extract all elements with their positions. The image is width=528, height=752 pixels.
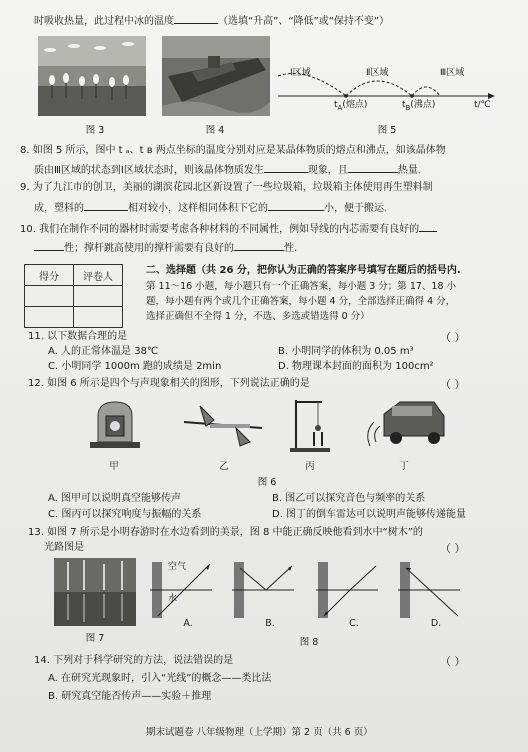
- fig8-option-D-diagram[interactable]: [398, 556, 462, 626]
- grader-cell-2[interactable]: [74, 307, 123, 328]
- q7-tail-text: 时吸收热量，此过程中冰的温度 （选填“升高”、“降低”或“保持不变”）: [34, 13, 389, 29]
- fig5-region3: Ⅲ区域: [440, 68, 465, 78]
- score-cell[interactable]: [25, 286, 74, 307]
- page-footer: 期末试题卷 八年级物理（上学期）第 2 页（共 6 页）: [146, 727, 373, 738]
- fig8-option-D-label: D.: [430, 618, 442, 629]
- grader-cell[interactable]: [74, 286, 123, 307]
- fig7-waterside-photo: [54, 558, 136, 626]
- fig8-option-C-diagram[interactable]: [316, 556, 380, 626]
- q10-line2: 性；撑杆跳高使用的撑杆需要有良好的 性.: [34, 240, 297, 256]
- fig4-ship-photo: [162, 36, 270, 116]
- q7-blank[interactable]: [174, 13, 218, 24]
- section2-line2: 第 11～16 小题，每小题只有一个正确答案，每小题 3 分；第 17、18 小: [146, 281, 457, 292]
- q11-option-D[interactable]: D. 物理课本封面的面积为 100cm²: [278, 361, 434, 372]
- fig7-caption: 图 7: [85, 633, 105, 644]
- fig6-label-yi: 乙: [219, 461, 229, 472]
- q13-line2: 光路图是: [44, 542, 84, 553]
- fig6-label-jia: 甲: [109, 461, 119, 472]
- q12-option-B[interactable]: B. 图乙可以探究音色与频率的关系: [272, 493, 426, 504]
- fig4-caption: 图 4: [205, 125, 225, 136]
- grader-header: 评卷人: [74, 265, 123, 286]
- q10-blank2[interactable]: [234, 240, 284, 251]
- fig5-arc0: [278, 74, 346, 97]
- fig8-option-B-diagram[interactable]: [232, 556, 296, 626]
- q11-option-A[interactable]: A. 人的正常体温是 38℃: [48, 346, 159, 357]
- section2-line3: 题，每小题有两个或几个正确答案，每小题 4 分，全部选择正确得 4 分，: [146, 296, 456, 307]
- section2-line4: 选择正确但不全得 1 分，不选、多选或错选得 0 分）: [146, 311, 370, 322]
- fig5-tA-label: $t_A$(熔点): [334, 100, 368, 112]
- score-header: 得分: [25, 265, 74, 286]
- fig5-caption: 图 5: [377, 125, 397, 136]
- fig8-air-label: 空气: [168, 562, 187, 572]
- fig5-tB-label: $t_B$(沸点): [402, 100, 436, 112]
- q9-blank1[interactable]: [84, 200, 128, 211]
- q10-line1: 10. 我们在制作不同的器材时需要考虑各种材料的不同属性，例如导线的内芯需要有良好的: [20, 221, 437, 237]
- section2-line1: 二、选择题（共 26 分，把你认为正确的答案序号填写在题后的括号内.: [146, 265, 461, 276]
- q10-blank1b[interactable]: [34, 240, 64, 251]
- fig6-label-bing: 丙: [305, 461, 315, 472]
- fig5-region1: Ⅰ区域: [290, 68, 311, 78]
- q14-option-A[interactable]: A. 在研究光现象时，引入“光线”的概念——类比法: [48, 673, 272, 684]
- fig8-option-B-label: B.: [265, 618, 275, 629]
- q13-answer-paren[interactable]: （ ）: [440, 542, 466, 555]
- q14-answer-paren[interactable]: （ ）: [440, 655, 466, 668]
- q8-line1: 8. 如图 5 所示，图中 t ₐ、t ʙ 两点坐标的温度分别对应是某晶体物质的熔点和沸点，如该晶体物: [20, 145, 446, 156]
- fig8-water-label: 水: [168, 594, 178, 604]
- q12-stem: 12. 如图 6 所示是四个与声现象相关的图形，下列说法正确的是: [28, 378, 310, 389]
- q11-option-B[interactable]: B. 小明同学的体积为 0.05 m³: [278, 346, 414, 357]
- score-table: [24, 264, 123, 328]
- fig5-axis-unit: t/℃: [474, 100, 491, 110]
- fig6-ding-car-radar: [364, 396, 448, 454]
- q11-option-C[interactable]: C. 小明同学 1000m 跑的成绩是 2min: [48, 361, 222, 372]
- score-cell-2[interactable]: [25, 307, 74, 328]
- q8-blank2[interactable]: [348, 162, 398, 173]
- q9-blank2[interactable]: [268, 200, 324, 211]
- fig8-option-A-label: A.: [183, 618, 193, 629]
- q12-answer-paren[interactable]: （ ）: [440, 378, 466, 391]
- q11-answer-paren[interactable]: （ ）: [440, 331, 466, 344]
- fig3-caption: 图 3: [85, 125, 105, 136]
- q9-line1: 9. 为了九江市的创卫，美丽的湖滨花园北区新设置了一些垃圾箱，垃圾箱主体使用再生塑料制: [20, 182, 433, 193]
- fig6-jia-bell-jar: [86, 396, 144, 452]
- fig5-arc1: [346, 81, 412, 96]
- q8-line2: 质由Ⅲ区域的状态到Ⅰ区域状态时，则该晶体物质发生 现象，且 热量.: [34, 162, 421, 178]
- q10-blank1[interactable]: [419, 221, 437, 232]
- fig3-cranes-photo: [38, 36, 146, 116]
- q8-blank1[interactable]: [264, 162, 308, 173]
- q12-option-D[interactable]: D. 图丁的倒车雷达可以说明声能够传递能量: [272, 509, 467, 520]
- fig6-caption: 图 6: [257, 477, 277, 488]
- fig8-option-C-label: C.: [349, 618, 359, 629]
- fig8-caption: 图 8: [299, 637, 319, 648]
- q9-line2: 成，塑料的 相对较小，这样相同体积下它的 小，便于搬运.: [34, 200, 387, 216]
- q14-option-B[interactable]: B. 研究真空能否传声——实验＋推理: [48, 691, 212, 702]
- q11-stem: 11. 以下数据合理的是: [28, 331, 128, 342]
- q13-line1: 13. 如图 7 所示是小明春游时在水边看到的美景，图 8 中能正确反映他看到水中“树木”的: [28, 527, 423, 538]
- fig6-bing-tuning-fork: [288, 396, 332, 454]
- q12-option-C[interactable]: C. 图丙可以探究响度与振幅的关系: [48, 509, 202, 520]
- q14-stem: 14. 下列对于科学研究的方法，说法错误的是: [34, 655, 234, 666]
- fig5-region2: Ⅱ区域: [366, 68, 389, 78]
- fig6-yi-ruler: [180, 398, 266, 452]
- fig5-arc2: [412, 87, 440, 96]
- q12-option-A[interactable]: A. 图甲可以说明真空能够传声: [48, 493, 182, 504]
- fig6-label-ding: 丁: [399, 461, 409, 472]
